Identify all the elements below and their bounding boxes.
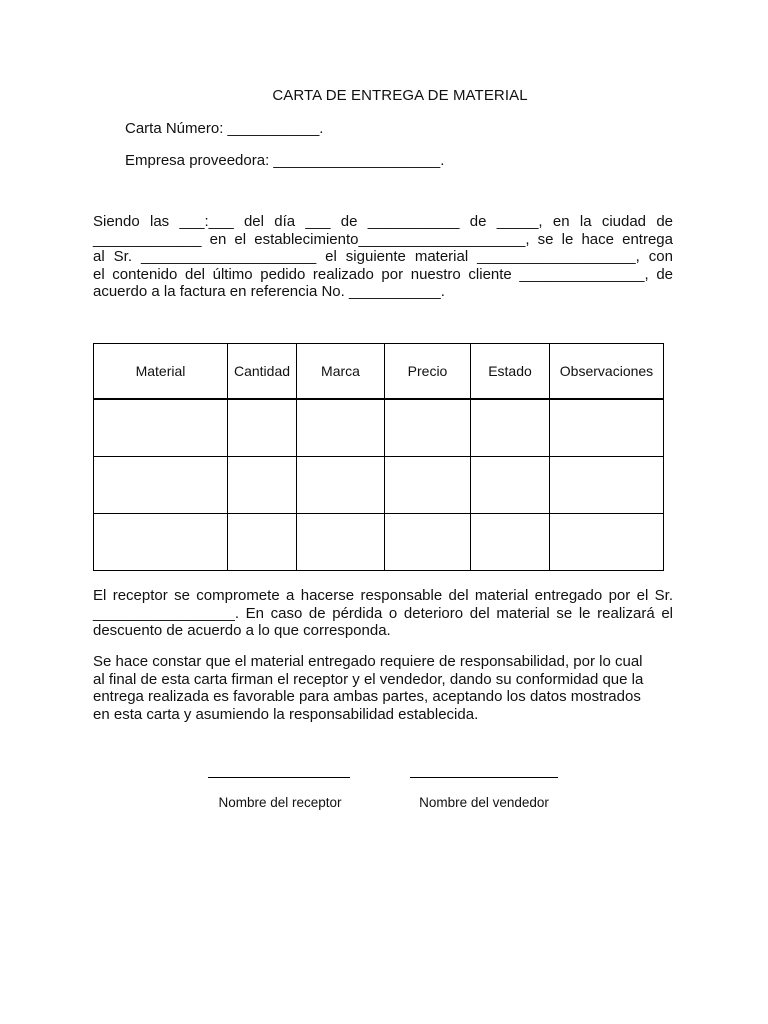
table-header-row — [94, 344, 664, 400]
table-cell — [385, 514, 471, 571]
constar-paragraph — [93, 653, 673, 723]
table-row — [94, 514, 664, 571]
intro-line: acuerdo a la factura en referencia No. ___________. — [93, 283, 445, 301]
header-estado: Estado — [471, 344, 550, 400]
table-cell — [550, 457, 664, 514]
table-cell — [228, 514, 297, 571]
material-table — [93, 343, 664, 571]
intro-paragraph — [93, 213, 673, 301]
intro-line: _____________ en el establecimiento____________________, se le hace entrega — [93, 230, 673, 248]
header-marca: Marca — [297, 344, 385, 400]
table-cell — [94, 457, 228, 514]
table-cell — [297, 514, 385, 571]
table-cell — [385, 457, 471, 514]
receptor-line: El receptor se compromete a hacerse responsable del material entregado por el Sr. — [93, 587, 673, 604]
header-precio: Precio — [385, 344, 471, 400]
receptor-signature-line — [208, 767, 350, 778]
constar-line: Se hace constar que el material entregado requiere de responsabilidad, por lo cual — [93, 653, 643, 670]
table-cell — [297, 457, 385, 514]
carta-numero-field: Carta Número: ___________. — [125, 120, 324, 137]
receptor-paragraph — [93, 587, 673, 640]
vendedor-signature-label: Nombre del vendedor — [419, 795, 549, 810]
header-material: Material — [94, 344, 228, 400]
vendedor-signature-line — [410, 767, 558, 778]
table-cell — [228, 399, 297, 457]
table-cell — [94, 514, 228, 571]
table-cell — [471, 457, 550, 514]
table-cell — [297, 399, 385, 457]
receptor-line: _________________. En caso de pérdida o deterioro del material se le realizará el — [93, 604, 673, 622]
empresa-proveedora-field: Empresa proveedora: ____________________. — [125, 152, 445, 169]
table-cell — [94, 399, 228, 457]
intro-line: al Sr. _____________________ el siguiente material ___________________, con — [93, 248, 673, 266]
intro-line: Siendo las ___:___ del día ___ de ___________ de _____, en la ciudad de — [93, 213, 673, 230]
table-cell — [385, 399, 471, 457]
header-cantidad: Cantidad — [228, 344, 297, 400]
constar-line: en esta carta y asumiendo la responsabilidad establecida. — [93, 705, 479, 723]
table-row — [94, 457, 664, 514]
table-cell — [550, 514, 664, 571]
table-row — [94, 399, 664, 457]
intro-line: el contenido del último pedido realizado por nuestro cliente _______________, de — [93, 265, 673, 283]
header-observaciones: Observaciones — [550, 344, 664, 400]
table-cell — [471, 514, 550, 571]
constar-line: al final de esta carta firman el receptor y el vendedor, dando su conformidad que la — [93, 670, 644, 688]
receptor-signature-label: Nombre del receptor — [218, 795, 342, 810]
table-cell — [228, 457, 297, 514]
table-cell — [471, 399, 550, 457]
table-cell — [550, 399, 664, 457]
receptor-line: descuento de acuerdo a lo que corresponda. — [93, 622, 391, 640]
constar-line: entrega realizada es favorable para ambas partes, aceptando los datos mostrados — [93, 688, 641, 706]
document-title: CARTA DE ENTREGA DE MATERIAL — [272, 87, 528, 104]
